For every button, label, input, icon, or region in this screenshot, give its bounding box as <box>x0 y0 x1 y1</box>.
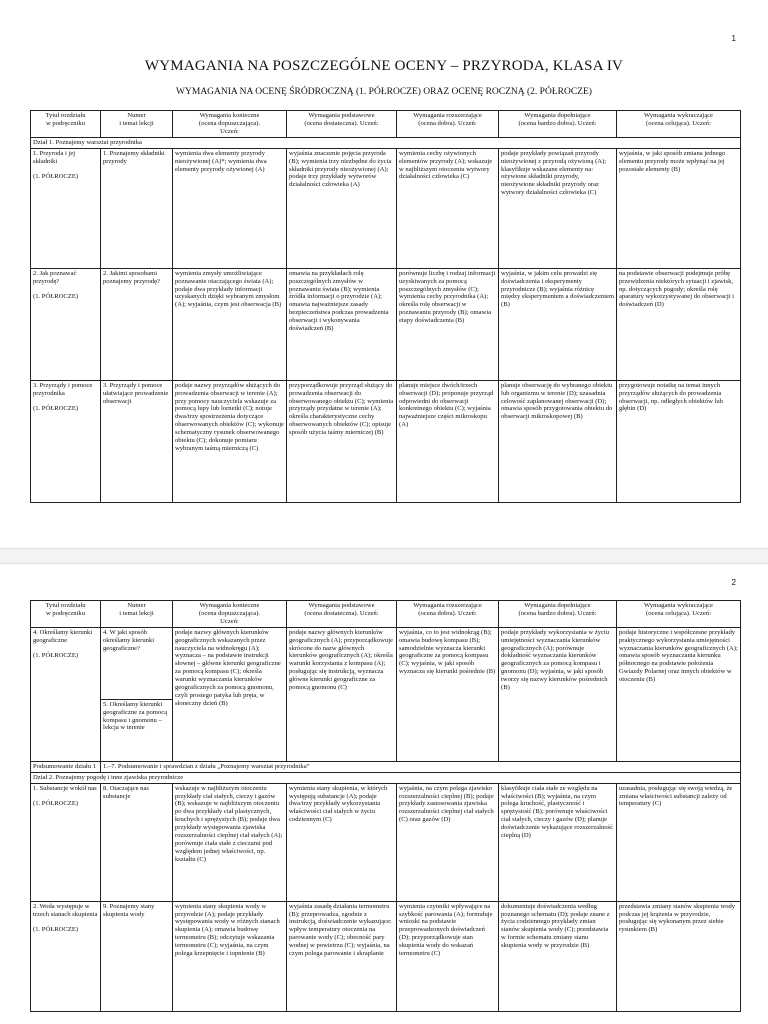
table-row <box>31 783 741 901</box>
requirement-cell: omawia na przykładach rolę poszczególnych zmysłów w poznawaniu świata (B); wymienia źródła informacji o przyrodzie (A); omawia najważniejsze zasady bezpieczeństwa podczas prowadzenia obserwacji i wykonywania doświadczeń (B) <box>287 268 397 380</box>
header-grade-3: Wymagania podstawowe (ocena dostateczna). Uczeń: <box>287 601 397 628</box>
requirement-cell: na podstawie obserwacji podejmuje próbę przewidzenia niektórych sytuacji i zjawisk, np. dotyczących pogody; określa rolę aparatury wykorzystywanej do obserwacji i doświadczeń (D) <box>617 268 741 380</box>
section-row <box>31 137 741 148</box>
header-lesson: Numer i temat lekcji <box>101 111 173 138</box>
requirement-cell: wyjaśnia zasadę działania termometru (B); przeprowadza, zgodnie z instrukcją, doświadczenie wykazujące: wpływ temperatury otoczenia na parowanie wody (C); obecność pary wodnej w powietrzu (C); wyjaśnia, na czym polega parowanie i skraplanie <box>287 901 397 1011</box>
lesson-cell: 8. Otaczające nas substancje <box>101 783 173 901</box>
summary-note: 1.–7. Podsumowanie i sprawdzian z działu „Poznajemy warsztat przyrodnika” <box>101 761 741 772</box>
page-number: 1 <box>731 34 736 43</box>
requirements-table <box>30 110 741 503</box>
requirement-cell: klasyfikuje ciała stałe ze względu na właściwości (B); wyjaśnia, na czym polega kruchość, plastyczność i sprężystość (B); porównuje właściwości ciał stałych, cieczy i gazów (D); planuje doświadczenie wykazujące rozszerzalność cieplną (D) <box>499 783 617 901</box>
requirement-cell: wymienia dwa elementy przyrody nieożywionej (A)*; wymienia dwa elementy przyrody ożywionej (A) <box>173 148 287 268</box>
document-subtitle: WYMAGANIA NA OCENĘ ŚRÓDROCZNĄ (1. PÓŁROCZE) ORAZ OCENĘ ROCZNĄ (2. PÓŁROCZE) <box>176 87 592 97</box>
lesson-cell: 4. W jaki sposób określamy kierunki geograficzne? <box>101 627 173 699</box>
requirement-cell: wymienia stany skupienia, w których występują substancje (A); podaje dwa/trzy przykłady wykorzystania właściwości ciał stałych w życiu codziennym (C) <box>287 783 397 901</box>
table-row <box>31 148 741 268</box>
table-row <box>31 627 741 699</box>
header-grade-2: Wymagania konieczne (ocena dopuszczająca). Uczeń: <box>173 601 287 628</box>
requirement-cell: uzasadnia, posługując się swoją wiedzą, że zmiana właściwości substancji zależy od temperatury (C) <box>617 783 741 901</box>
requirement-cell: porównuje liczbę i rodzaj informacji uzyskiwanych za pomocą poszczególnych zmysłów (C); wymienia cechy przyrodnika (A); określa rolę obserwacji w poznawaniu przyrody (B); omawia etapy doświadczenia (B) <box>397 268 499 380</box>
requirement-cell: podaje nazwy głównych kierunków geograficznych (A); przyporządkowuje skrócone do nazw głównych kierunków geograficznych (A); określa warunki korzystania z kompasu (A); posługując się instrukcją, wyznacza główne kierunki geograficzne za pomocą gnomonu (C) <box>287 627 397 761</box>
requirement-cell: przyporządkowuje przyrząd służący do prowadzenia obserwacji do obserwowanego obiektu (C); wymienia przyrządy przydatne w terenie (A); określa charakterystyczne cechy obserwowanych obiektów (C); opisuje sposób użycia taśmy mierniczej (B) <box>287 380 397 502</box>
header-grade-2: Wymagania konieczne (ocena dopuszczająca). Uczeń: <box>173 111 287 138</box>
section-row <box>31 772 741 783</box>
requirement-cell: podaje nazwy przyrządów służących do prowadzenia obserwacji w terenie (A); przy pomocy nauczyciela wskazuje za pomocą lupy lub lornetki (C); notuje dwa/trzy spostrzeżenia dotyczące obserwowanych obiektów (C); wykonuje schematyczny rysunek obserwowanego obiektu (C); dokonuje pomiaru wybranym taśmą mierniczą (C) <box>173 380 287 502</box>
lesson-cell: 2. Jakimi sposobami poznajemy przyrodę? <box>101 268 173 380</box>
requirement-cell: przygotowuje notatkę na temat innych przyrządów służących do prowadzenia obserwacji, np. odległych obiektów lub głębin (D) <box>617 380 741 502</box>
header-chapter: Tytuł rozdziału w podręczniku <box>31 601 101 628</box>
requirement-cell: podaje historyczne i współczesne przykłady praktycznego wykorzystania umiejętności wyznaczania kierunków geograficznych (A); omawia sposób wyznaczania kierunku północnego na podstawie położenia Gwiazdy Polarnej oraz innych obiektów w otoczeniu (B) <box>617 627 741 761</box>
lesson-cell: 1. Poznajemy składniki przyrody <box>101 148 173 268</box>
table-row <box>31 380 741 502</box>
page-number: 2 <box>731 578 736 587</box>
requirement-cell: wyjaśnia, na czym polega zjawisko rozszerzalności cieplnej (B); podaje przykłady zastosowania zjawiska rozszerzalności cieplnej ciał stałych (C) oraz gazów (D) <box>397 783 499 901</box>
requirement-cell: wymienia czynniki wpływające na szybkość parowania (A); formułuje wnioski na podstawie przeprowadzonych doświadczeń (D); przyporządkowuje stan skupienia wody do wskazań termometru (C) <box>397 901 499 1011</box>
requirement-cell: wyjaśnia, w jakim celu prowadzi się doświadczenia i eksperymenty przyrodnicze (B); wyjaśnia różnicę między eksperymentem a doświadczeniem (B) <box>499 268 617 380</box>
requirement-cell: wskazuje w najbliższym otoczeniu przykłady ciał stałych, cieczy i gazów (B); wskazuje w najbliższym otoczeniu po dwa przykłady ciał plastycznych, kruchych i sprężystych (B); podaje dwa przykłady występowania zjawiska rozszerzalności cieplnej ciał stałych (A); porównuje ciała stałe z cieczami pod względem jednej właściwości, np. kształtu (C) <box>173 783 287 901</box>
document-page-2 <box>0 566 768 1024</box>
requirement-cell: podaje przykłady powiązań przyrody nieożywionej z przyrodą ożywioną (A); klasyfikuje wskazane elementy na: ożywione składniki przyrody, nieożywione składniki przyrody oraz wytwory działalności człowieka (C) <box>499 148 617 268</box>
chapter-cell: 4. Określamy kierunki geograficzne (1. PÓŁROCZE) <box>31 627 101 761</box>
chapter-cell: 1. Przyroda i jej składniki (1. PÓŁROCZE) <box>31 148 101 268</box>
section-title: Dział 2. Poznajemy pogodę i inne zjawiska przyrodnicze <box>31 772 741 783</box>
lesson-cell: 5. Określamy kierunki geograficzne za pomocą kompasu i gnomonu – lekcja w terenie <box>101 699 173 761</box>
header-grade-3: Wymagania podstawowe (ocena dostateczna). Uczeń: <box>287 111 397 138</box>
page-separator <box>0 548 768 564</box>
header-grade-4: Wymagania rozszerzające (ocena dobra). Uczeń: <box>397 601 499 628</box>
table-header-row <box>31 601 741 628</box>
requirement-cell: dokumentuje doświadczenia według poznanego schematu (D); podaje znane z życia codziennego przykłady zmian stanów skupienia wody (C); przedstawia w formie schematu zmiany stanu skupienia wody w przyrodzie (B) <box>499 901 617 1011</box>
header-lesson: Numer i temat lekcji <box>101 601 173 628</box>
table-row <box>31 268 741 380</box>
requirement-cell: wyjaśnia znaczenie pojęcia przyroda (B); wymienia trzy niezbędne do życia składniki przyrody nieożywionej (A); podaje trzy przykłady wytworów działalności człowieka (A) <box>287 148 397 268</box>
lesson-cell: 9. Poznajemy stany skupienia wody <box>101 901 173 1011</box>
header-grade-6: Wymagania wykraczające (ocena celująca). Uczeń: <box>617 601 741 628</box>
lesson-cell: 3. Przyrządy i pomoce ułatwiające prowadzenie obserwacji <box>101 380 173 502</box>
chapter-cell: 3. Przyrządy i pomoce przyrodnika (1. PÓŁROCZE) <box>31 380 101 502</box>
summary-label: Podsumowanie działu 1 <box>31 761 101 772</box>
requirement-cell: wymienia zmysły umożliwiające poznawanie otaczającego świata (A); podaje dwa przykłady informacji uzyskanych dzięki wybranym zmysłom (A); wyjaśnia, czym jest obserwacja (B) <box>173 268 287 380</box>
chapter-cell: 2. Jak poznawać przyrodę? (1. PÓŁROCZE) <box>31 268 101 380</box>
header-grade-6: Wymagania wykraczające (ocena celująca). Uczeń: <box>617 111 741 138</box>
requirement-cell: wyjaśnia, co to jest widnokrąg (B); omawia budowę kompasu (B); samodzielnie wyznacza kierunki geograficzne za pomocą kompasu (C); wyjaśnia, w jaki sposób wyznacza się kierunki pośrednie (B) <box>397 627 499 761</box>
document-title: WYMAGANIA NA POSZCZEGÓLNE OCENY – PRZYRODA, KLASA IV <box>144 58 624 74</box>
table-row <box>31 901 741 1011</box>
header-chapter: Tytuł rozdziału w podręczniku <box>31 111 101 138</box>
header-grade-5: Wymagania dopełniające (ocena bardzo dobra). Uczeń: <box>499 601 617 628</box>
chapter-cell: 2. Woda występuje w trzech stanach skupienia (1. PÓŁROCZE) <box>31 901 101 1011</box>
requirement-cell: podaje nazwy głównych kierunków geograficznych wskazanych przez nauczyciela na widnokręgu (A); wyznacza – na podstawie instrukcji słownej – główne kierunki geograficzne za pomocą kompasu (C); określa warunki wyznaczania kierunków geograficznych za pomocą gnomonu, czyli prostego patyka lub pręta, w słoneczny dzień (B) <box>173 627 287 761</box>
requirement-cell: wymienia cechy ożywionych elementów przyrody (A); wskazuje w najbliższym otoczeniu wytwory działalności człowieka (C) <box>397 148 499 268</box>
header-grade-4: Wymagania rozszerzające (ocena dobra). Uczeń: <box>397 111 499 138</box>
requirement-cell: wymienia stany skupienia wody w przyrodzie (A); podaje przykłady występowania wody w różnych stanach skupienia (A); omawia budowę termometru (B); odczytuje wskazania termometru (C); wyjaśnia, na czym polega krzepnięcie i topnienie (B) <box>173 901 287 1011</box>
summary-row <box>31 761 741 772</box>
requirement-cell: planuje obserwację do wybranego obiektu lub organizmu w terenie (D); uzasadnia celowość zaplanowanej obserwacji (D); omawia sposób przygotowania obiektu do obserwacji mikroskopowej (B) <box>499 380 617 502</box>
table-header-row <box>31 111 741 138</box>
requirement-cell: planuje miejsce dwóch/trzech obserwacji (D); proponuje przyrząd odpowiedni do obserwacji konkretnego obiektu (C); wyjaśnia najważniejsze części mikroskopu (A) <box>397 380 499 502</box>
requirement-cell: wyjaśnia, w jaki sposób zmiana jednego elementu przyrody może wpłynąć na jej pozostałe elementy (B) <box>617 148 741 268</box>
header-grade-5: Wymagania dopełniające (ocena bardzo dobra). Uczeń: <box>499 111 617 138</box>
requirement-cell: podaje przykłady wykorzystania w życiu umiejętności wyznaczania kierunków geograficznych (A); porównuje dokładność wyznaczania kierunków geograficznych za pomocą kompasu i gnomonu (D); wyjaśnia, w jaki sposób tworzy się nazwy kierunków pośrednich (B) <box>499 627 617 761</box>
chapter-cell: 1. Substancje wokół nas (1. PÓŁROCZE) <box>31 783 101 901</box>
requirement-cell: przedstawia zmiany stanów skupienia wody podczas jej krążenia w przyrodzie, posługując się wykonanym przez siebie rysunkiem (B) <box>617 901 741 1011</box>
requirements-table <box>30 600 741 1012</box>
section-title: Dział 1. Poznajemy warsztat przyrodnika <box>31 137 741 148</box>
